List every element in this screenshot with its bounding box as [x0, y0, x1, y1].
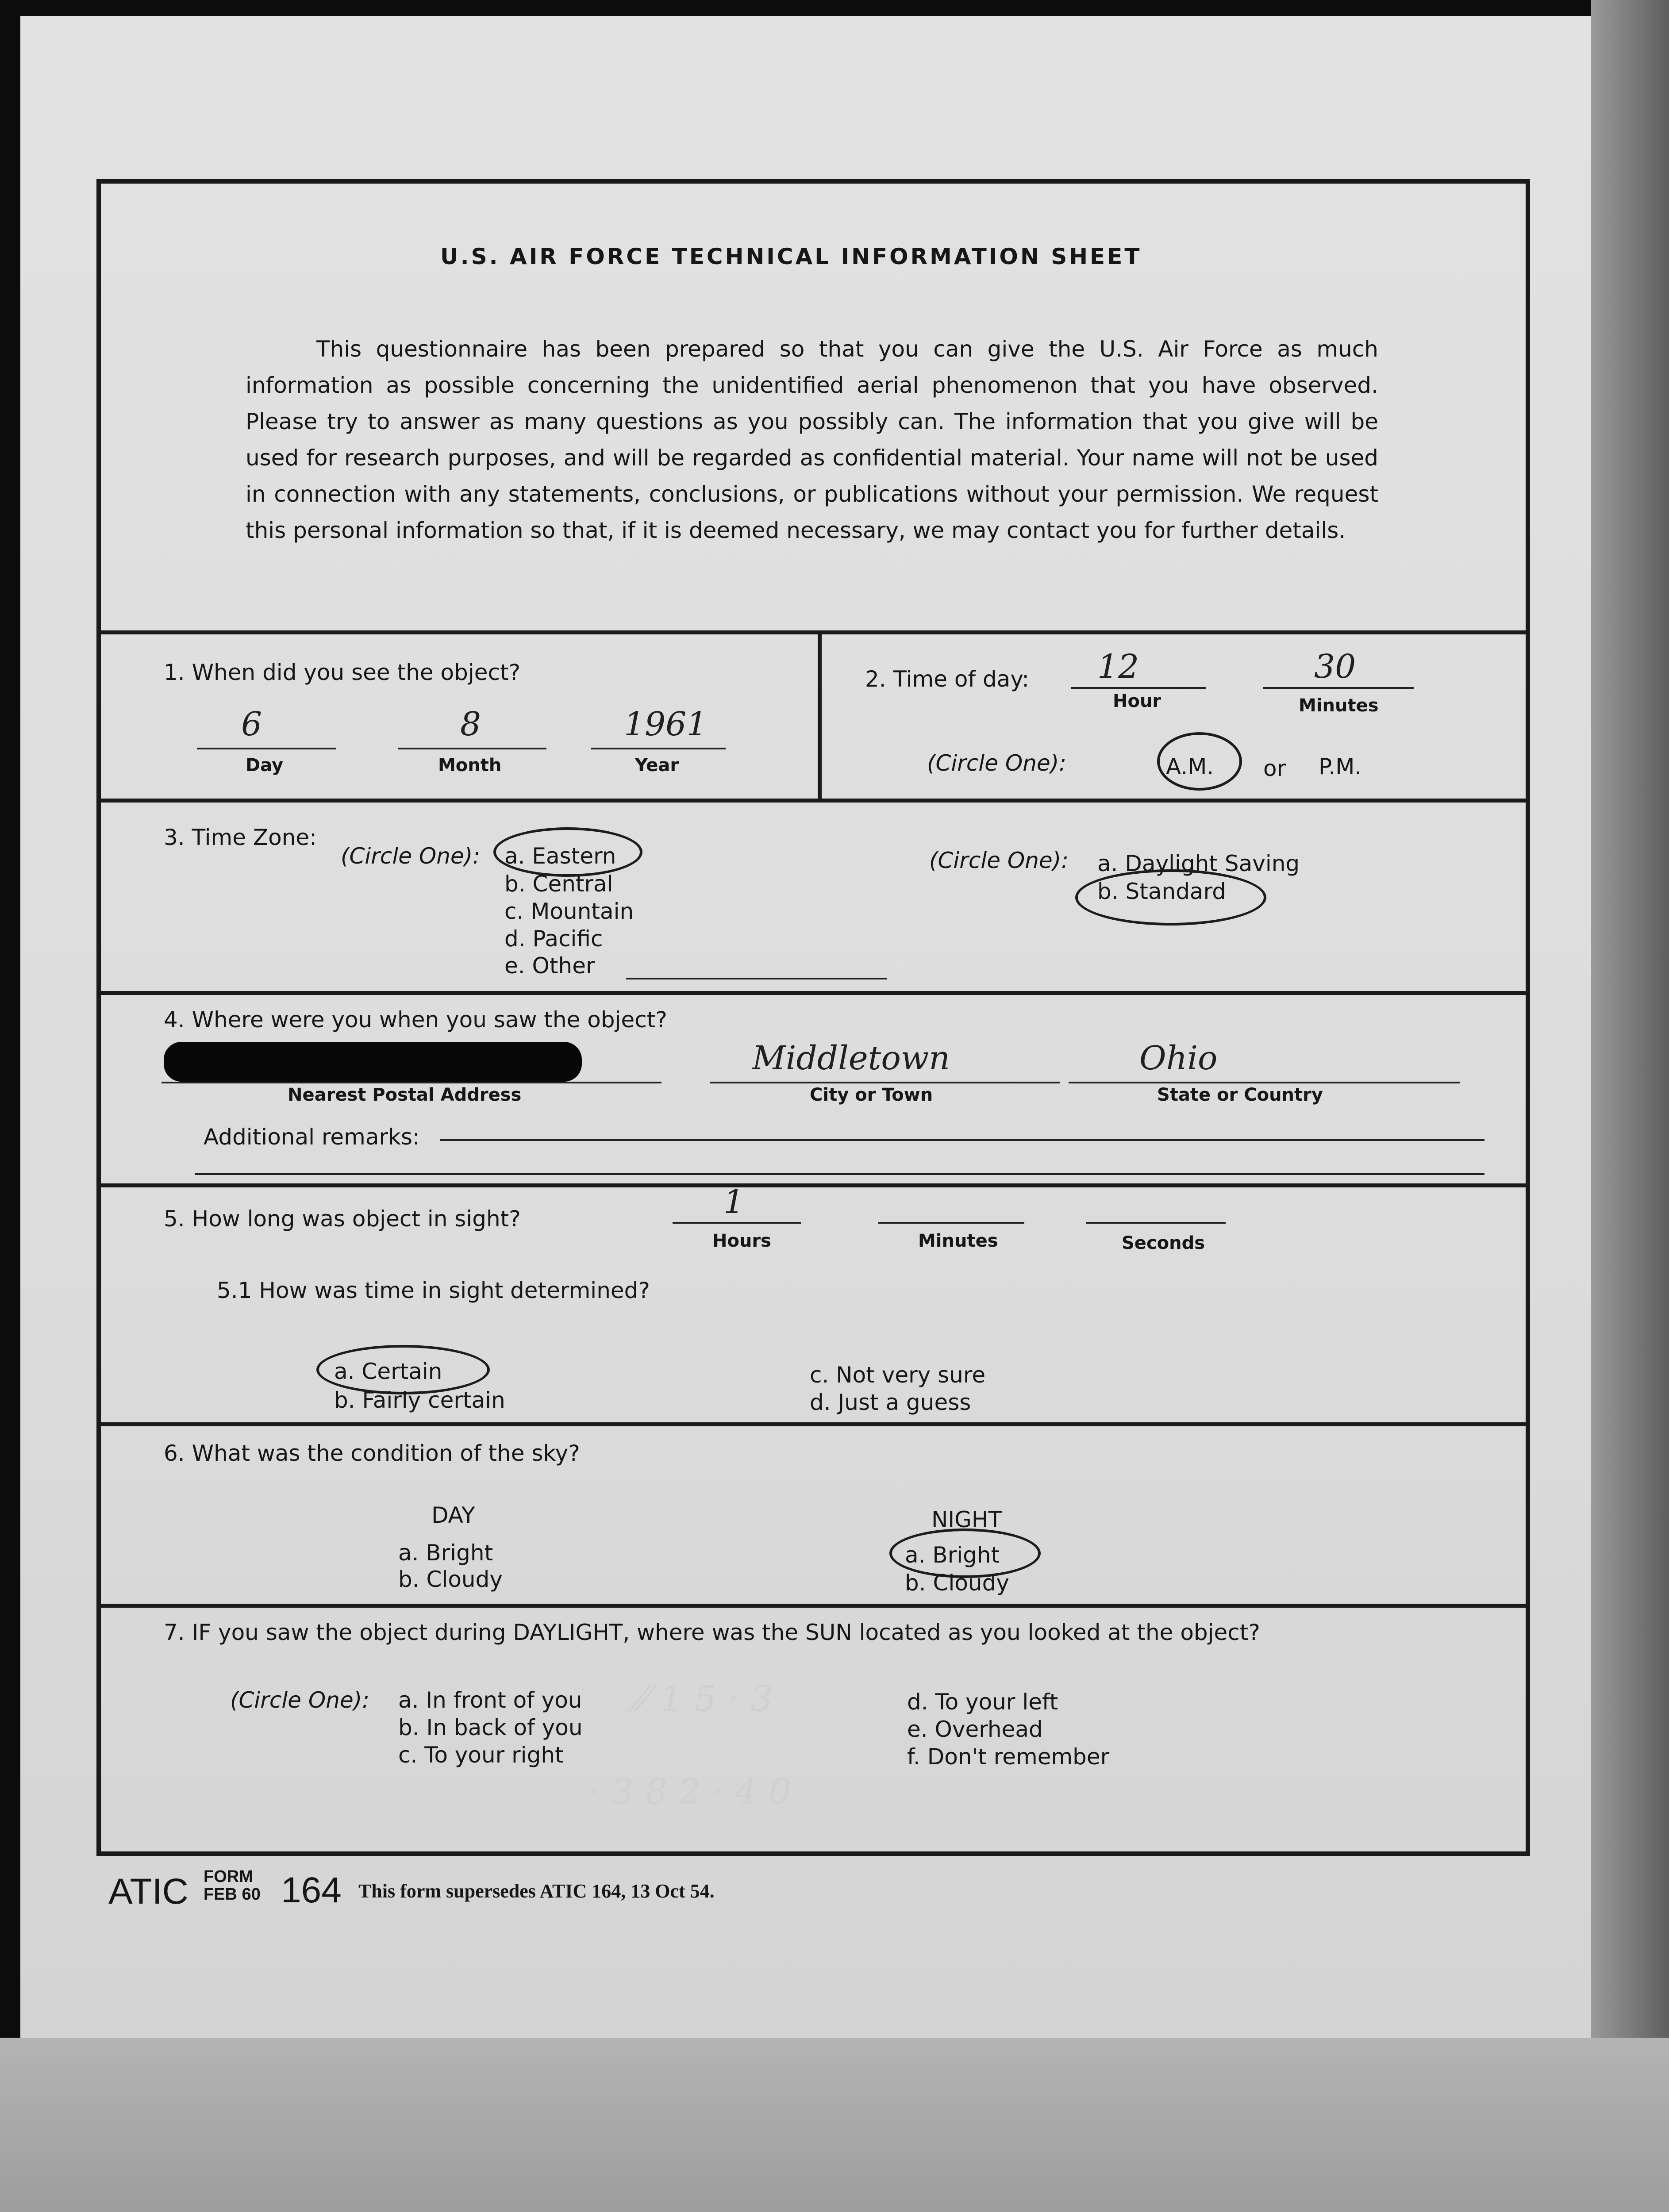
form-title: U.S. AIR FORCE TECHNICAL INFORMATION SHEET: [440, 244, 1142, 269]
q3-zone-pacific: d. Pacific: [504, 926, 603, 952]
q3-standard-circle-mark: [1075, 869, 1266, 926]
q5-option-not-very-sure: c. Not very sure: [810, 1362, 986, 1388]
q5-minutes-line: [878, 1222, 1024, 1224]
q1-year-value: 1961: [624, 705, 708, 743]
q2-or: or: [1263, 756, 1286, 781]
q1-day-label: Day: [246, 755, 284, 776]
q5-option-certain: a. Certain: [334, 1359, 442, 1384]
q1-year-label: Year: [635, 755, 679, 776]
q7-question: 7. IF you saw the object during DAYLIGHT, where was the SUN located as you looked at the object?: [164, 1620, 1260, 1645]
section-divider: [96, 1604, 1530, 1608]
q3-zone-central: b. Central: [504, 871, 613, 897]
q1-day-line: [197, 748, 336, 749]
q3-zone-mountain: c. Mountain: [504, 899, 634, 924]
q6-night-cloudy: b. Cloudy: [905, 1570, 1009, 1596]
q2-question: 2. Time of day:: [865, 666, 1030, 692]
q2-minutes-label: Minutes: [1299, 695, 1379, 716]
section-divider: [96, 1422, 1530, 1426]
q5-seconds-line: [1086, 1222, 1226, 1224]
q5-option-fairly-certain: b. Fairly certain: [334, 1387, 505, 1413]
q2-hour-label: Hour: [1113, 691, 1161, 711]
q4-state-value: Ohio: [1139, 1039, 1218, 1077]
q3-zone-other: e. Other: [504, 953, 595, 979]
q4-city-value: Middletown: [752, 1039, 950, 1077]
q1-day-value: 6: [241, 705, 262, 743]
q1-year-line: [591, 748, 726, 749]
q5-question: 5. How long was object in sight?: [164, 1206, 521, 1232]
q4-address-line: [162, 1082, 661, 1083]
q7-option-front: a. In front of you: [398, 1687, 582, 1713]
q7-circle-one: (Circle One):: [230, 1687, 370, 1713]
q3-mode-daylight: a. Daylight Saving: [1097, 851, 1300, 876]
footer-atic: ATIC: [108, 1871, 188, 1912]
q2-minutes-value: 30: [1314, 648, 1356, 686]
q3-eastern-circle-mark: [493, 827, 642, 877]
footer-note: This form supersedes ATIC 164, 13 Oct 54.: [358, 1880, 715, 1902]
q3-mode-standard: b. Standard: [1097, 879, 1226, 904]
q4-remarks-line-2: [195, 1173, 1484, 1175]
scan-background: [0, 2038, 1669, 2212]
q1-month-value: 8: [460, 705, 481, 743]
section-divider: [96, 1183, 1530, 1187]
q7-option-dont-remember: f. Don't remember: [907, 1744, 1110, 1770]
q6-day-bright: a. Bright: [398, 1540, 493, 1566]
q3-circle-one: (Circle One):: [341, 843, 481, 869]
scan-edge: [1591, 0, 1669, 2038]
q6-question: 6. What was the condition of the sky?: [164, 1440, 580, 1466]
footer-form-date: FEB 60: [204, 1885, 261, 1904]
q3-zone-eastern: a. Eastern: [504, 843, 616, 869]
q5-sub-question: 5.1 How was time in sight determined?: [217, 1278, 650, 1303]
bleed-through-mark: ⁄⁄ 1 5 · 3: [637, 1678, 773, 1719]
footer-form-word: FORM: [204, 1867, 253, 1886]
q4-state-label: State or Country: [1157, 1085, 1323, 1105]
q5-option-just-a-guess: d. Just a guess: [810, 1390, 971, 1415]
section-divider: [96, 991, 1530, 995]
q4-remarks-label: Additional remarks:: [204, 1124, 420, 1150]
q5-hours-line: [673, 1222, 801, 1224]
q2-pm: P.M.: [1319, 754, 1362, 780]
q7-option-left: d. To your left: [907, 1689, 1058, 1715]
section-divider: [96, 799, 1530, 803]
intro-paragraph: This questionnaire has been prepared so that you can give the U.S. Air Force as much information as possible concerning the unidentified aerial phenomenon that you have observed. Please try to answer as many questions as you possibly can. The information that you give will be used for research purposes, and will be regarded as confidential material. Your name will not be used in connection with any statements, conclusions, or publications without your permission. We request this personal information so that, if it is deemed necessary, we may contact you for further details.: [246, 336, 1378, 543]
q7-option-overhead: e. Overhead: [907, 1717, 1043, 1742]
q4-question: 4. Where were you when you saw the object?: [164, 1007, 667, 1033]
q1-month-line: [398, 748, 546, 749]
q3-question: 3. Time Zone:: [164, 825, 317, 850]
q5-minutes-label: Minutes: [918, 1231, 998, 1251]
q6-day-cloudy: b. Cloudy: [398, 1567, 503, 1592]
q6-night-bright: a. Bright: [905, 1542, 1000, 1568]
q2-circle-one: (Circle One):: [927, 750, 1067, 776]
q4-city-label: City or Town: [810, 1085, 933, 1105]
q5-seconds-label: Seconds: [1122, 1233, 1205, 1253]
bleed-through-mark: · 3 8 2 · 4 0: [588, 1771, 791, 1812]
q2-hour-value: 12: [1097, 648, 1139, 686]
redaction-block: [164, 1042, 582, 1082]
q4-address-label: Nearest Postal Address: [288, 1085, 522, 1105]
footer-form-number: 164: [281, 1870, 342, 1910]
section-divider: [96, 630, 1530, 634]
q2-hour-line: [1071, 687, 1206, 689]
q3-other-line: [626, 978, 887, 979]
section-divider-vertical: [818, 630, 822, 799]
q2-am-circle-mark: [1157, 732, 1242, 791]
q1-month-label: Month: [438, 755, 502, 776]
q2-minutes-line: [1263, 687, 1414, 689]
q7-option-back: b. In back of you: [398, 1715, 583, 1740]
q4-state-line: [1069, 1082, 1460, 1083]
q5-hours-label: Hours: [712, 1231, 771, 1251]
q5-hours-value: 1: [723, 1183, 745, 1221]
q4-city-line: [710, 1082, 1060, 1083]
q2-am: A.M.: [1166, 754, 1214, 780]
q6-day-heading: DAY: [431, 1502, 475, 1528]
q1-question: 1. When did you see the object?: [164, 660, 521, 685]
q3-circle-one-2: (Circle One):: [929, 848, 1069, 873]
q6-night-heading: NIGHT: [931, 1507, 1002, 1532]
q4-remarks-line: [440, 1139, 1484, 1141]
q7-option-right: c. To your right: [398, 1742, 564, 1768]
